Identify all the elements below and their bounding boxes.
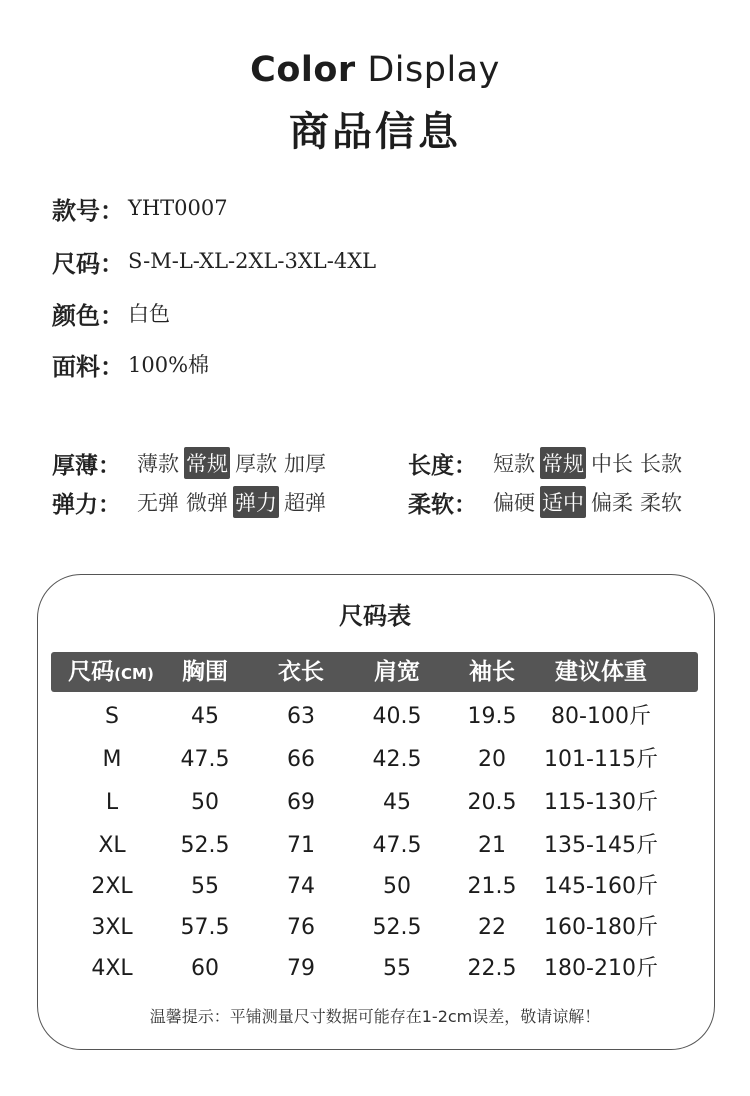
cell-chest: 52.5 xyxy=(180,833,230,858)
info-value: YHT0007 xyxy=(128,196,228,220)
cell-shoulder: 55 xyxy=(383,956,411,981)
prop-option-selected: 常规 xyxy=(184,447,230,479)
cell-size: 2XL xyxy=(91,874,133,899)
measurement-tip: 温馨提示：平铺测量尺寸数据可能存在1-2cm误差，敬请谅解！ xyxy=(149,1007,601,1026)
info-color xyxy=(52,295,170,331)
info-value: S-M-L-XL-2XL-3XL-4XL xyxy=(128,249,377,273)
cell-weight: 135-145斤 xyxy=(544,833,658,858)
cell-length: 63 xyxy=(287,704,315,729)
cell-size: M xyxy=(102,747,122,772)
info-label: 颜色： xyxy=(52,300,124,330)
prop-elasticity xyxy=(52,485,331,519)
prop-option-selected: 常规 xyxy=(540,447,586,479)
prop-option: 长款 xyxy=(640,452,682,476)
prop-option: 超弹 xyxy=(284,491,326,515)
prop-label: 弹力： xyxy=(52,490,121,518)
cell-chest: 57.5 xyxy=(180,915,230,940)
prop-option: 短款 xyxy=(493,452,535,476)
table-row xyxy=(0,784,750,822)
cell-sleeve: 22.5 xyxy=(467,956,517,981)
cell-chest: 50 xyxy=(191,790,219,815)
table-row xyxy=(0,950,750,988)
cell-shoulder: 42.5 xyxy=(372,747,422,772)
cell-weight: 145-160斤 xyxy=(544,874,658,899)
info-fabric xyxy=(52,346,209,382)
prop-option-selected: 适中 xyxy=(540,486,586,518)
cell-shoulder: 45 xyxy=(383,790,411,815)
cell-weight: 160-180斤 xyxy=(544,915,658,940)
prop-option: 加厚 xyxy=(284,452,326,476)
cell-weight: 180-210斤 xyxy=(544,956,658,981)
cell-length: 74 xyxy=(287,874,315,899)
page-title-cn: 商品信息 xyxy=(289,108,461,155)
table-row xyxy=(0,698,750,736)
prop-thickness xyxy=(52,446,331,480)
prop-option: 柔软 xyxy=(640,491,682,515)
prop-softness xyxy=(408,485,687,519)
cell-shoulder: 40.5 xyxy=(372,704,422,729)
table-row xyxy=(0,909,750,947)
cell-size: 3XL xyxy=(91,915,133,940)
info-sizes xyxy=(52,243,376,279)
cell-weight: 80-100斤 xyxy=(551,704,651,729)
cell-shoulder: 47.5 xyxy=(372,833,422,858)
header-chest: 胸围 xyxy=(182,659,228,685)
header-unit: (CM) xyxy=(114,665,154,683)
prop-label: 长度： xyxy=(408,451,477,479)
cell-sleeve: 20 xyxy=(478,747,506,772)
header-size xyxy=(57,652,165,692)
page-title-en xyxy=(0,50,750,90)
info-label: 面料： xyxy=(52,351,124,381)
prop-option: 偏柔 xyxy=(591,491,633,515)
header-length: 衣长 xyxy=(278,659,324,685)
cell-weight: 101-115斤 xyxy=(544,747,658,772)
cell-size: S xyxy=(105,704,119,729)
cell-chest: 45 xyxy=(191,704,219,729)
cell-chest: 55 xyxy=(191,874,219,899)
cell-length: 69 xyxy=(287,790,315,815)
info-label: 款号： xyxy=(52,195,124,225)
prop-option: 偏硬 xyxy=(493,491,535,515)
cell-length: 66 xyxy=(287,747,315,772)
cell-shoulder: 52.5 xyxy=(372,915,422,940)
cell-sleeve: 19.5 xyxy=(467,704,517,729)
cell-size: 4XL xyxy=(91,956,133,981)
title-en-bold: Color xyxy=(250,50,356,90)
cell-sleeve: 20.5 xyxy=(467,790,517,815)
cell-length: 79 xyxy=(287,956,315,981)
header-size-label: 尺码 xyxy=(68,659,115,685)
info-value: 白色 xyxy=(128,302,170,326)
cell-sleeve: 21 xyxy=(478,833,506,858)
info-label: 尺码： xyxy=(52,248,124,278)
size-table-title: 尺码表 xyxy=(339,602,411,630)
cell-size: XL xyxy=(98,833,126,858)
cell-weight: 115-130斤 xyxy=(544,790,658,815)
cell-chest: 47.5 xyxy=(180,747,230,772)
title-en-light: Display xyxy=(367,50,500,90)
info-style-number xyxy=(52,190,228,226)
info-value: 100%棉 xyxy=(128,353,210,377)
prop-option: 厚款 xyxy=(235,452,277,476)
header-sleeve: 袖长 xyxy=(469,659,515,685)
prop-option: 微弹 xyxy=(186,491,228,515)
cell-chest: 60 xyxy=(191,956,219,981)
table-row xyxy=(0,868,750,906)
cell-sleeve: 21.5 xyxy=(467,874,517,899)
cell-length: 71 xyxy=(287,833,315,858)
prop-length xyxy=(408,446,687,480)
prop-label: 厚薄： xyxy=(52,451,121,479)
prop-label: 柔软： xyxy=(408,490,477,518)
prop-option: 薄款 xyxy=(137,452,179,476)
cell-sleeve: 22 xyxy=(478,915,506,940)
header-weight: 建议体重 xyxy=(555,659,647,685)
cell-length: 76 xyxy=(287,915,315,940)
cell-size: L xyxy=(105,790,119,815)
size-table-header xyxy=(51,652,698,692)
prop-option: 中长 xyxy=(591,452,633,476)
table-row xyxy=(0,741,750,779)
cell-shoulder: 50 xyxy=(383,874,411,899)
prop-option-selected: 弹力 xyxy=(233,486,279,518)
prop-option: 无弹 xyxy=(137,491,179,515)
table-row xyxy=(0,827,750,865)
header-shoulder: 肩宽 xyxy=(374,659,420,685)
